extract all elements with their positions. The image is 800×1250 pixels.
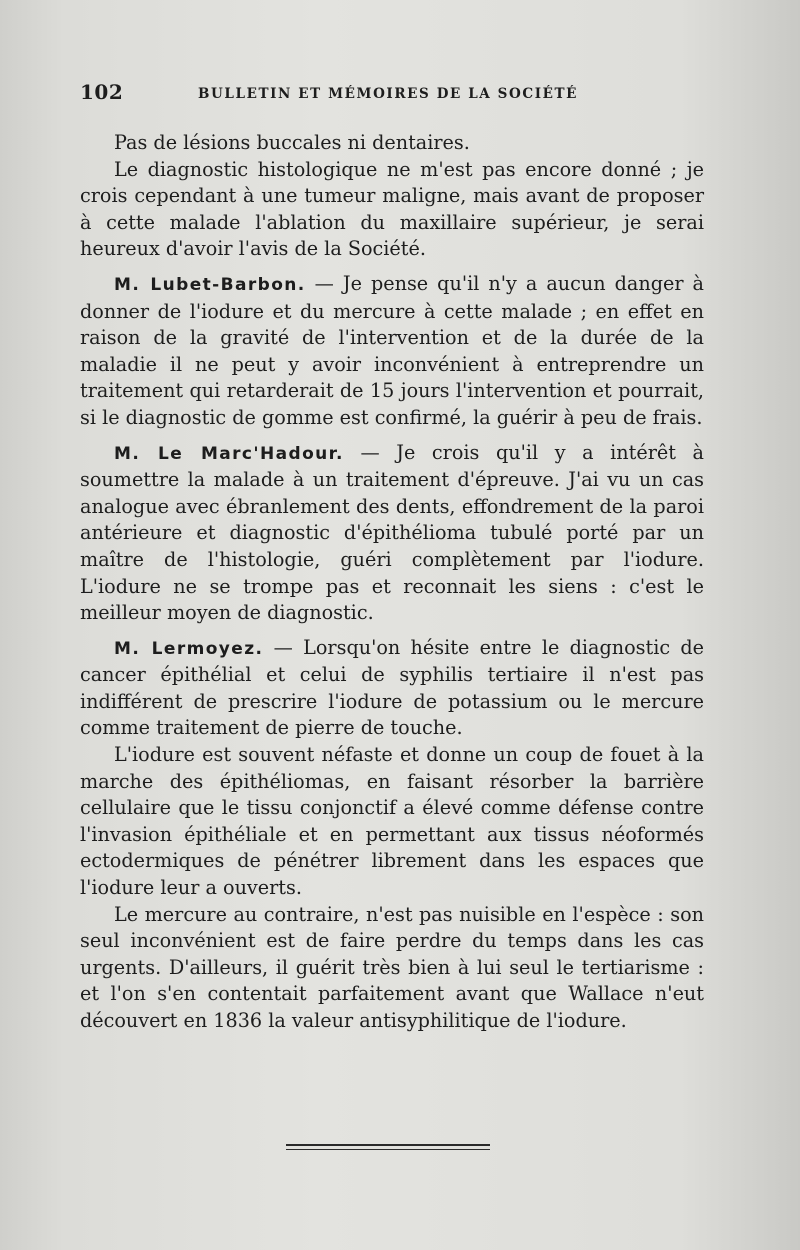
paragraph: M. Lubet-Barbon. — Je pense qu'il n'y a aucun danger à donner de l'iodure et du mercure à cette malade ; en effet en raison de la gravité de l'intervention et de la durée de la maladie il ne peut y avoir inconvénient à entreprendre un traitement qui retarderait de 15 jours l'intervention et pourrait, si le diagnostic de gomme est confirmé, la guérir à peu de frais. [80, 271, 704, 429]
paragraph: Le diagnostic histologique ne m'est pas encore donné ; je crois cependant à une tumeur maligne, mais avant de proposer à cette malade l'ablation du maxillaire supérieur, je serai heureux d'avoir l'avis de la Société. [80, 157, 704, 261]
page-number: 102 [80, 80, 124, 104]
rule-line [286, 1144, 490, 1146]
speaker-name: M. Lubet-Barbon. [114, 274, 306, 295]
paragraph: M. Lermoyez. — Lorsqu'on hésite entre le diagnostic de cancer épithélial et celui de syphilis tertiaire il n'est pas indifférent de prescrire l'iodure de potassium ou le mercure comme traitement de pierre de touche. [80, 635, 704, 740]
speaker-name: M. Lermoyez. [114, 638, 264, 659]
running-head: BULLETIN ET MÉMOIRES DE LA SOCIÉTÉ [198, 86, 579, 102]
end-rule [286, 1144, 490, 1152]
paragraph: Pas de lésions buccales ni dentaires. [114, 131, 470, 154]
document-page [80, 0, 704, 1250]
paragraph: L'iodure est souvent néfaste et donne un coup de fouet à la marche des épithéliomas, en faisant résorber la barrière cellulaire que le tissu conjonctif a élevé comme défense contre l'invasion épithéliale et en permettant aux tissus néoformés ectodermiques de pénétrer librement dans les espaces que l'iodure leur a ouverts. [80, 743, 704, 900]
paragraph: M. Le Marc'Hadour. — Je crois qu'il y a intérêt à soumettre la malade à un traitement d'épreuve. J'ai vu un cas analogue avec ébranlement des dents, effondrement de la paroi antérieure et diagnostic d'épithélioma tubulé porté par un maître de l'histologie, guéri complètement par l'iodure. L'iodure ne se trompe pas et reconnait les siens : c'est le meilleur moyen de diagnostic. [80, 440, 705, 625]
rule-line [286, 1149, 490, 1150]
body-text [80, 130, 704, 1035]
speaker-name: M. Le Marc'Hadour. [114, 443, 344, 464]
paragraph: Le mercure au contraire, n'est pas nuisible en l'espèce : son seul inconvénient est de faire perdre du temps dans les cas urgents. D'ailleurs, il guérit très bien à lui seul le tertiarisme : et l'on s'en contentait parfaitement avant que Wallace n'eut découvert en 1836 la valeur antisyphilitique de l'iodure. [80, 902, 704, 1032]
page-header [80, 80, 704, 106]
